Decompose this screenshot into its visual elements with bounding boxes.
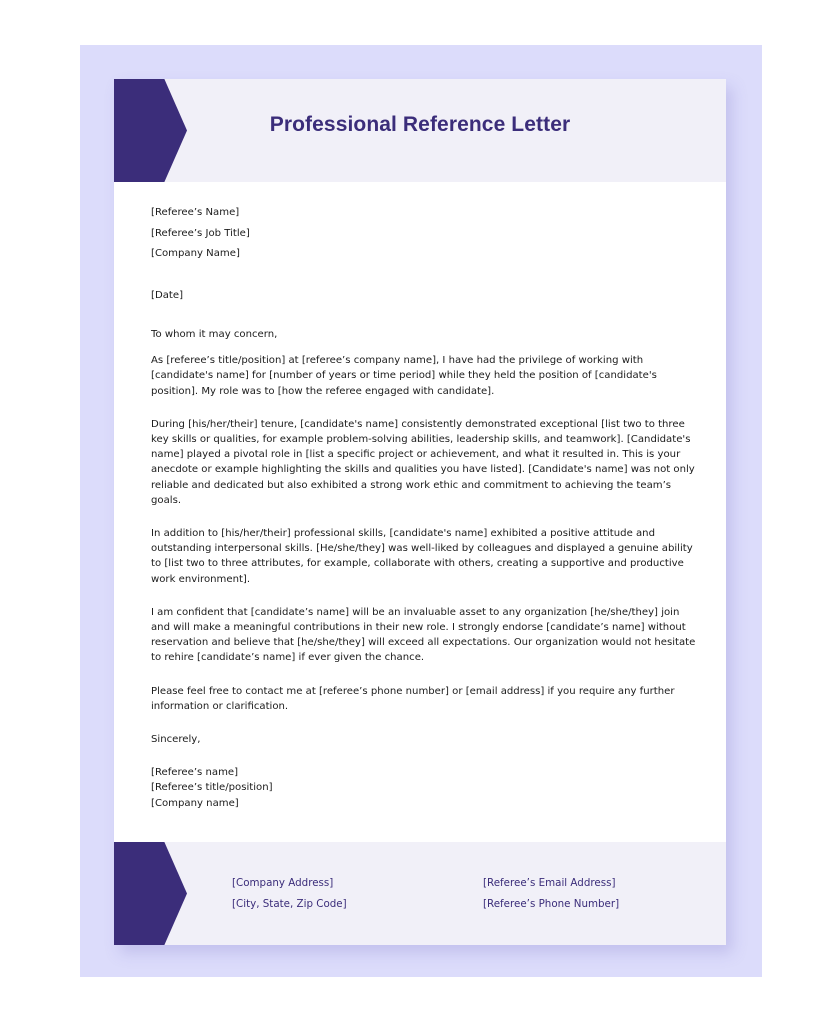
paragraph-intro: As [referee’s title/position] at [referee’s company name], I have had the privilege of working with [candidate's name] for [number of years or time period] while they held the position of [candidate's position]. My role was to [how the referee engaged with candidate].	[151, 355, 657, 397]
footer-company-address: [Company Address]	[232, 877, 334, 889]
footer-address-block	[232, 873, 347, 915]
signature-name: [Referee’s name]	[151, 767, 239, 779]
signature-company: [Company name]	[151, 797, 239, 809]
signature-title: [Referee’s title/position]	[151, 782, 273, 794]
letter-date: [Date]	[151, 289, 184, 301]
paragraph-tenure: During [his/her/their] tenure, [candidate's name] consistently demonstrated exceptional [list two to three key skills or qualities, for example problem-solving abilities, leadership skills, and teamwork]. [Candidate's name] played a pivotal role in [list a specific project or achievement, and what it resulted in. This is your anecdote or example highlighting the skills and qualities you have listed]. [Candidate's name] was not only reliable and dedicated but also exhibited a strong work ethic and commitment to achieving the team’s goals.	[151, 418, 695, 506]
footer-phone: [Referee’s Phone Number]	[483, 898, 620, 910]
footer-chevron-shape	[114, 842, 187, 945]
footer-contact-block	[483, 873, 619, 915]
footer-email: [Referee’s Email Address]	[483, 877, 616, 889]
paragraph-endorsement: I am confident that [candidate’s name] will be an invaluable asset to any organization [he/she/they] join and will make a meaningful contributions in their new role. I strongly endorse [candidate’s name] without reservation and believe that [he/she/they] will exceed all expectations. Our organization would not hesitate to rehire [candidate’s name] if ever given the chance.	[151, 606, 696, 664]
company-name: [Company Name]	[151, 248, 240, 259]
letter-body	[151, 203, 697, 811]
paragraph-contact: Please feel free to contact me at [referee’s phone number] or [email address] if you require any further information or clarification.	[151, 685, 675, 712]
letter-page	[114, 79, 726, 945]
closing: Sincerely,	[151, 734, 201, 746]
referee-job-title: [Referee’s Job Title]	[151, 227, 250, 239]
header-chevron-shape	[114, 79, 187, 182]
paragraph-skills: In addition to [his/her/their] professional skills, [candidate's name] exhibited a positive attitude and outstanding interpersonal skills. [He/she/they] was well-liked by colleagues and displayed a genuine ability to [list two to three attributes, for example, collaborate with others, creating a supportive and productive work environment].	[151, 528, 693, 585]
header-band	[114, 79, 726, 182]
footer-city-state-zip: [City, State, Zip Code]	[232, 898, 347, 910]
salutation: To whom it may concern,	[151, 329, 278, 340]
footer-band	[114, 842, 726, 945]
referee-name: [Referee’s Name]	[151, 207, 240, 218]
page-title: Professional Reference Letter	[269, 113, 571, 136]
